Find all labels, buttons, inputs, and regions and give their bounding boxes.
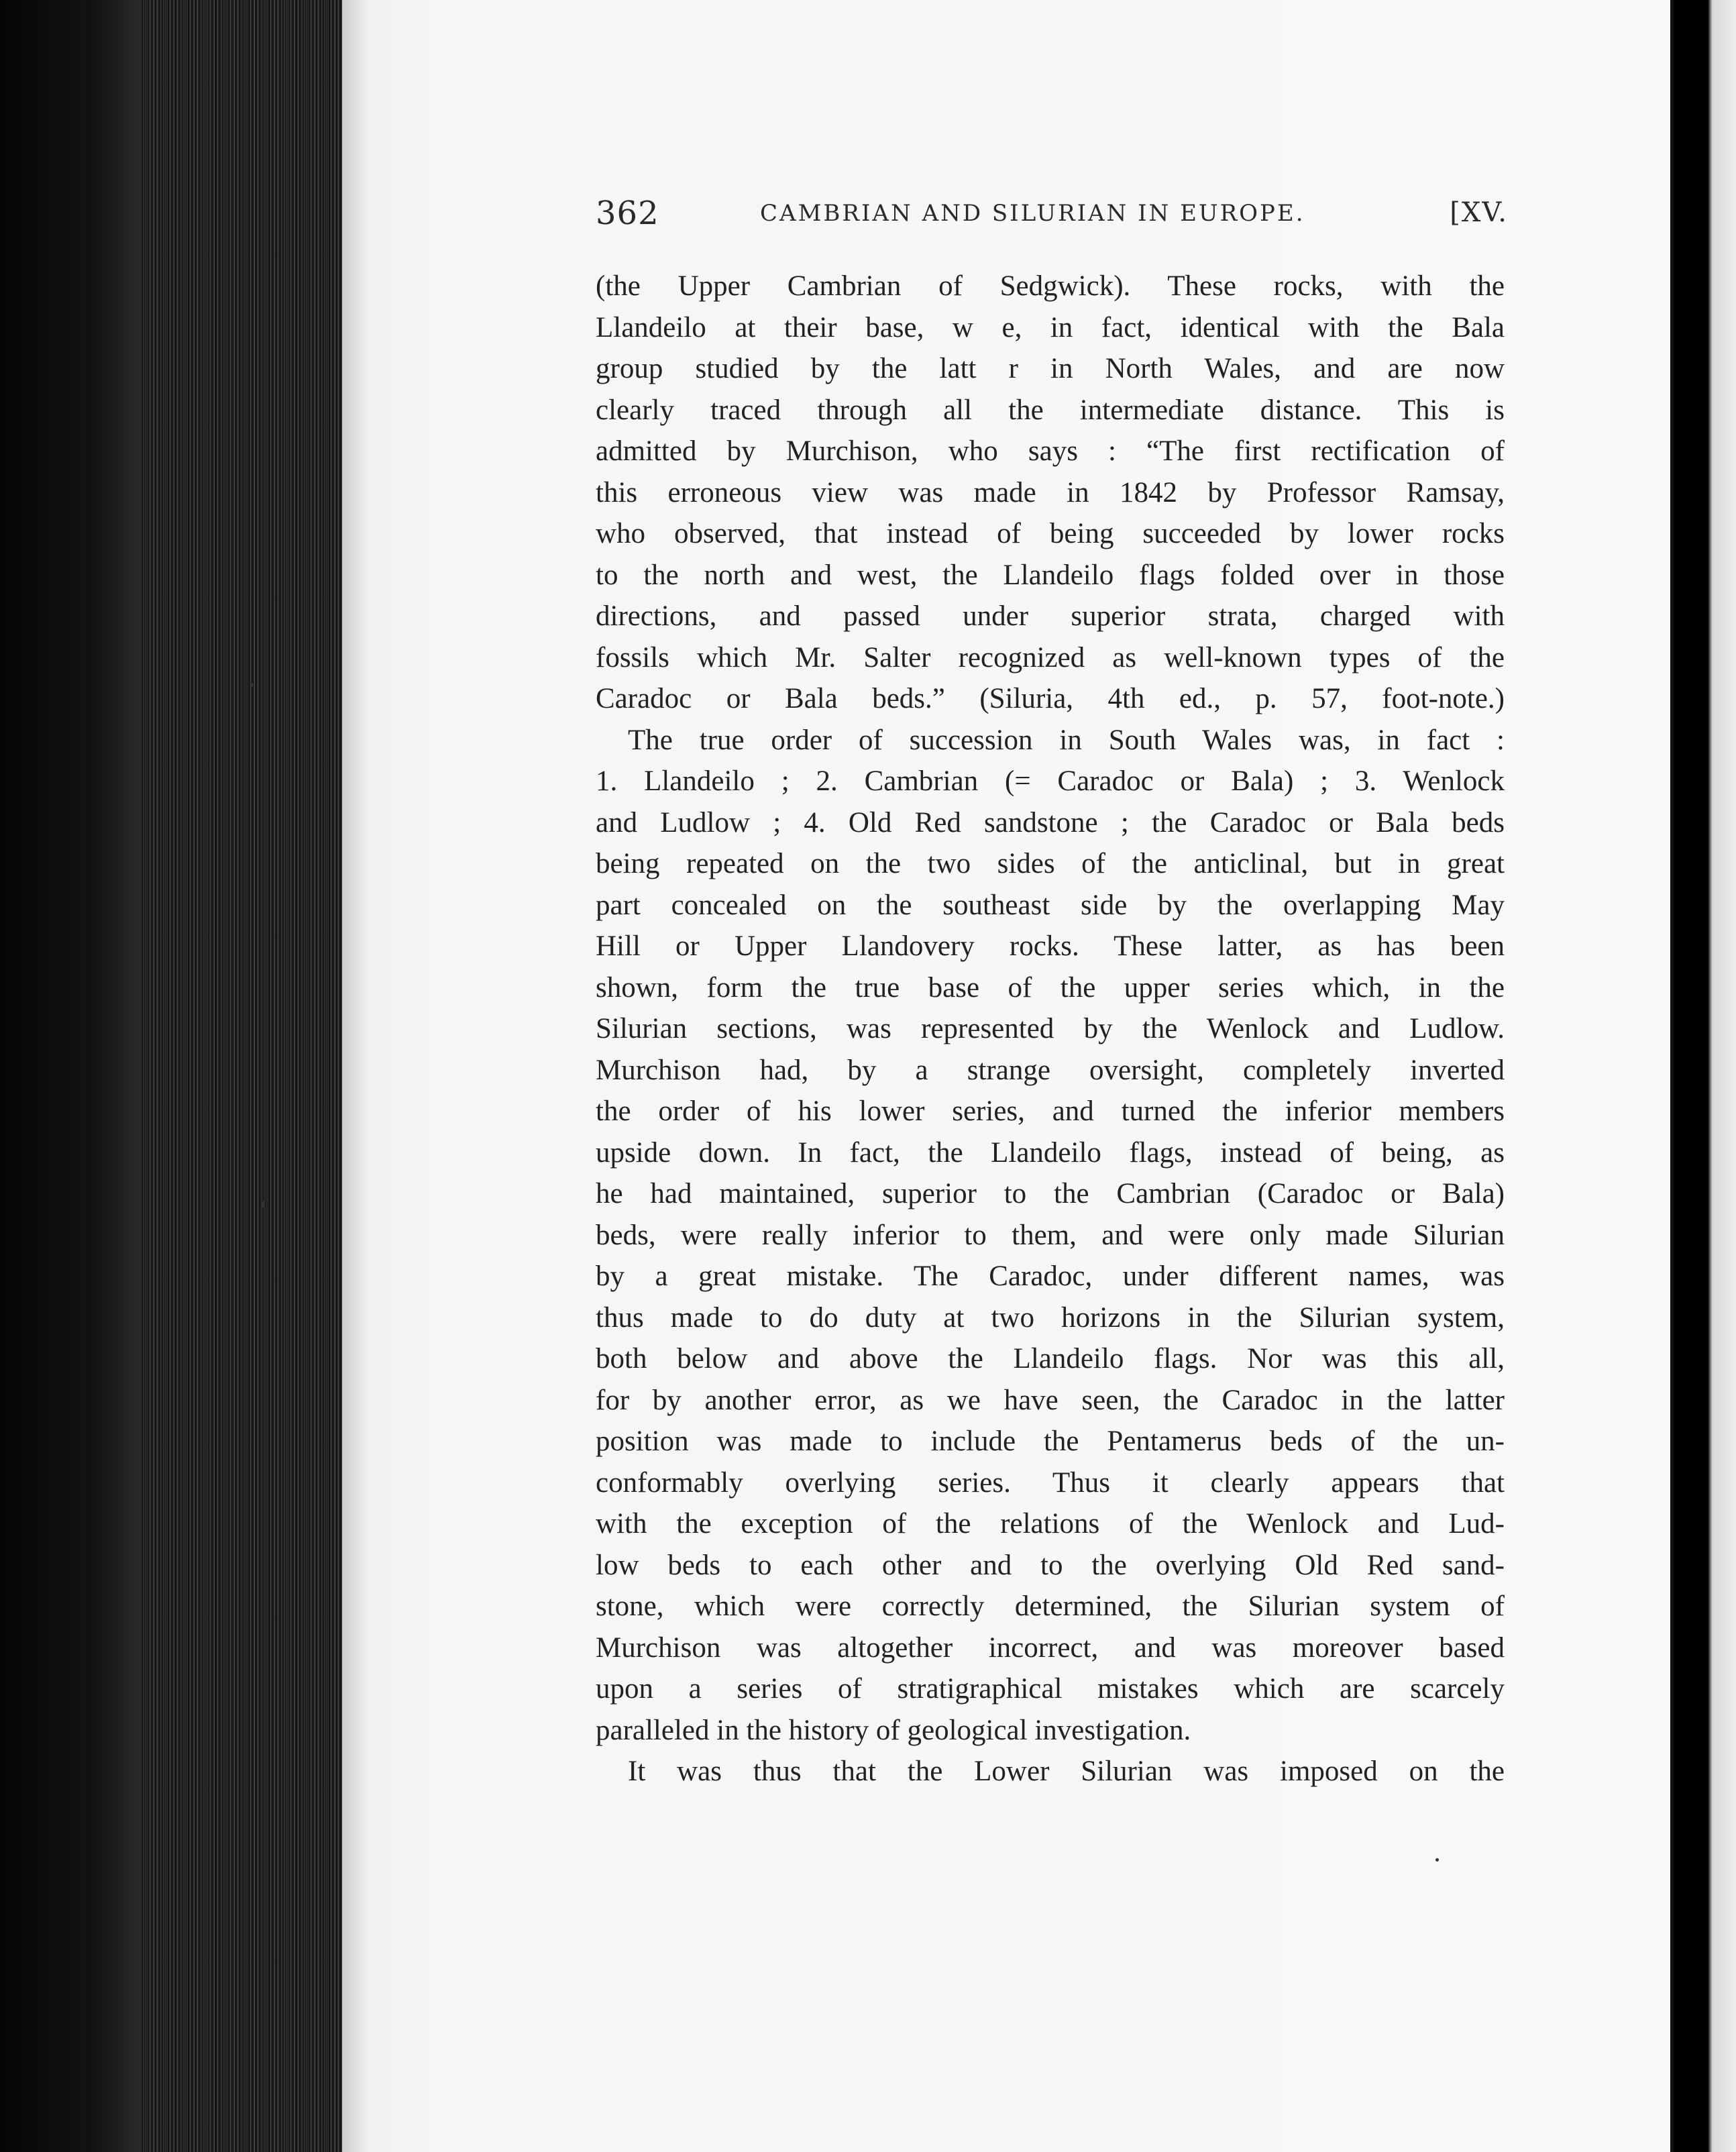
page-number: 362 [596, 195, 659, 232]
text-line: who observed, that instead of being succeeded by lower rocks [596, 518, 1505, 549]
text-line: this erroneous view was made in 1842 by Professor Ramsay, [596, 476, 1505, 508]
text-line: upside down. In fact, the Llandeilo flags, instead of being, as [596, 1136, 1505, 1169]
text-line: Silurian sections, was represented by the Wenlock and Ludlow. [596, 1013, 1505, 1044]
book-spine-shadow [0, 0, 141, 2152]
text-line: Murchison was altogether incorrect, and was moreover based [596, 1631, 1505, 1664]
text-line: upon a series of stratigraphical mistakes which are scarcely [596, 1673, 1505, 1705]
text-line: shown, form the true base of the upper series which, in the [596, 971, 1505, 1004]
scan-speck [1435, 1858, 1439, 1862]
text-line: directions, and passed under superior strata, charged with [596, 600, 1505, 632]
text-line: conformably overlying series. Thus it clearly appears that [596, 1466, 1505, 1499]
chapter-marker: [XV. [1450, 197, 1508, 228]
text-line: group studied by the latt r in North Wales, and are now [596, 353, 1505, 384]
text-line: by a great mistake. The Caradoc, under different names, was [596, 1260, 1505, 1292]
text-line: Llandeilo at their base, w e, in fact, identical with the Bala [596, 311, 1505, 343]
text-line: and Ludlow ; 4. Old Red sandstone ; the Caradoc or Bala beds [596, 806, 1505, 839]
text-line: part concealed on the southeast side by the overlapping May [596, 889, 1505, 921]
text-line: Murchison had, by a strange oversight, completely inverted [596, 1054, 1505, 1086]
text-line: thus made to do duty at two horizons in the Silurian system, [596, 1301, 1505, 1334]
text-line: with the exception of the relations of the Wenlock and Lud- [596, 1508, 1505, 1540]
running-title: CAMBRIAN AND SILURIAN IN EUROPE. [760, 200, 1305, 227]
text-line: low beds to each other and to the overlying Old Red sand- [596, 1549, 1505, 1581]
text-line: It was thus that the Lower Silurian was imposed on the [628, 1756, 1505, 1787]
facing-page-edge [1674, 0, 1736, 2152]
text-line: stone, which were correctly determined, the Silurian system of [596, 1591, 1505, 1622]
text-line: the order of his lower series, and turned the inferior members [596, 1095, 1505, 1127]
text-line: fossils which Mr. Salter recognized as well-known types of the [596, 641, 1505, 674]
text-line: admitted by Murchison, who says : “The first rectification of [596, 435, 1505, 467]
book-page-stack [141, 0, 342, 2152]
text-line: Hill or Upper Llandovery rocks. These latter, as has been [596, 930, 1505, 962]
body-text [596, 266, 1505, 1792]
text-line: for by another error, as we have seen, the Caradoc in the latter [596, 1384, 1505, 1416]
text-line: clearly traced through all the intermediate distance. This is [596, 394, 1505, 426]
text-line: he had maintained, superior to the Cambrian (Caradoc or Bala) [596, 1178, 1505, 1209]
text-line: 1. Llandeilo ; 2. Cambrian (= Caradoc or Bala) ; 3. Wenlock [596, 765, 1505, 797]
scan-speck [250, 683, 254, 687]
text-line: to the north and west, the Llandeilo flags folded over in those [596, 559, 1505, 591]
scan-speck [262, 1201, 264, 1207]
text-line: both below and above the Llandeilo flags. Nor was this all, [596, 1343, 1505, 1375]
text-line: beds, were really inferior to them, and were only made Silurian [596, 1219, 1505, 1251]
text-line: position was made to include the Pentamerus beds of the un- [596, 1425, 1505, 1457]
running-head [596, 195, 1508, 235]
text-line: Caradoc or Bala beds.” (Siluria, 4th ed., p. 57, foot-note.) [596, 683, 1505, 714]
text-line: paralleled in the history of geological investigation. [596, 1714, 1191, 1746]
text-line: The true order of succession in South Wales was, in fact : [628, 724, 1505, 756]
text-line: (the Upper Cambrian of Sedgwick). These rocks, with the [596, 270, 1505, 302]
text-line: being repeated on the two sides of the anticlinal, but in great [596, 848, 1505, 879]
